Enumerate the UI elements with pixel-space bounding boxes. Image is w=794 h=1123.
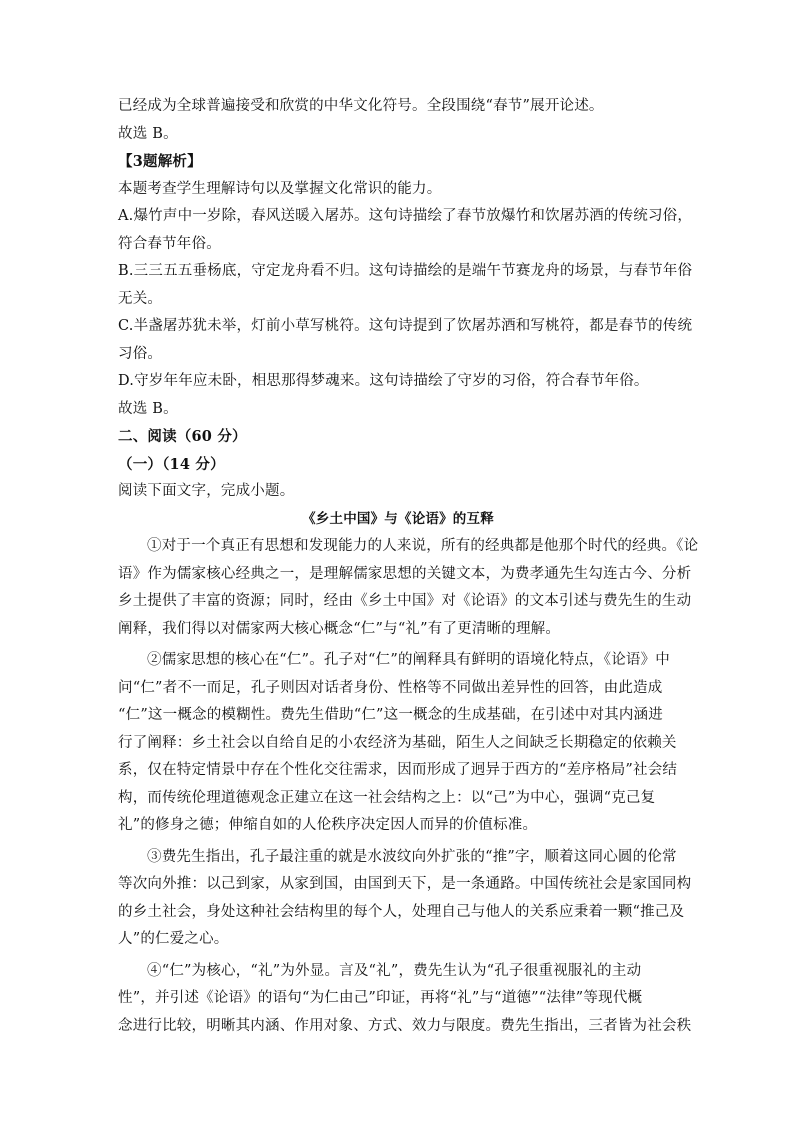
q3-intro: 本题考查学生理解诗句以及掌握文化常识的能力。 xyxy=(118,180,442,197)
paragraph-1-line: 阐释，我们得以对儒家两大核心概念“仁”与“礼”有了更清晰的理解。 xyxy=(118,620,561,637)
q3-option-a: A.爆竹声中一岁除，春风送暖入屠苏。这句诗描绘了春节放爆竹和饮屠苏酒的传统习俗， xyxy=(118,208,693,224)
paragraph-2-line: ②儒家思想的核心在“仁”。孔子对“仁”的阐释具有鲜明的语境化特点，《论语》中 xyxy=(147,652,670,668)
paragraph-2-line: 系，仅在特定情景中存在个性化交往需求，因而形成了迥异于西方的“差序格局”社会结 xyxy=(118,762,678,778)
document-page xyxy=(118,93,699,1040)
q3-option-d: D.守岁年年应未卧，相思那得梦魂来。这句诗描绘了守岁的习俗，符合春节年俗。 xyxy=(118,373,649,389)
paragraph-3-line: ③费先生指出，孔子最注重的就是水波纹向外扩张的“推”字，顺着这同心圆的伦常 xyxy=(147,848,677,865)
paragraph-2-line: 构，而传统伦理道德观念正建立在这一社会结构之上：以“己”为中心，强调“克己复 xyxy=(118,789,656,806)
paragraph-1-line: ①对于一个真正有思想和发现能力的人来说，所有的经典都是他那个时代的经典。《论 xyxy=(147,538,699,554)
paragraph-2-line: 行了阐释：乡土社会以自给自足的小农经济为基础，陌生人之间缺乏长期稳定的依赖关 xyxy=(118,734,677,751)
q3-analysis-heading: 【3题解析】 xyxy=(118,153,202,170)
q3-option-b: B.三三五五垂杨底，守定龙舟看不归。这句诗描绘的是端午节赛龙舟的场景，与春节年俗 xyxy=(118,263,693,279)
paragraph-1-line: 语》作为儒家核心经典之一，是理解儒家思想的关键文本，为费孝通先生勾连古今、分析 xyxy=(118,565,692,582)
reading-instruction: 阅读下面文字，完成小题。 xyxy=(118,483,295,499)
paragraph-3-line: 等次向外推：以己到家，从家到国，由国到天下，是一条通路。中国传统社会是家国同构 xyxy=(118,876,692,892)
q3-option-b-cont: 无关。 xyxy=(118,290,163,307)
previous-answer-text: 已经成为全球普遍接受和欣赏的中华文化符号。全段围绕“春节”展开论述。 xyxy=(118,98,604,114)
q3-option-a-cont: 符合春节年俗。 xyxy=(118,235,221,252)
paragraph-4-line: ④“仁”为核心，“礼”为外显。言及“礼”，费先生认为“孔子很重视服礼的主动 xyxy=(147,962,642,979)
q3-option-c-cont: 习俗。 xyxy=(118,345,163,362)
paragraph-2-line: 礼”的修身之德；伸缩自如的人伦秩序决定因人而异的价值标准。 xyxy=(118,817,538,833)
q3-option-c: C.半盏屠苏犹未举，灯前小草写桃符。这句诗提到了饮屠苏酒和写桃符，都是春节的传统 xyxy=(118,318,693,334)
paragraph-4-line: 性”，并引述《论语》的语句“为仁由己”印证，再将“礼”与“道德”“法律”等现代概 xyxy=(118,990,643,1006)
subsection-heading: （一）（14 分） xyxy=(118,455,225,473)
paragraph-4-line: 念进行比较，明晰其内涵、作用对象、方式、效力与限度。费先生指出，三者皆为社会秩 xyxy=(118,1017,692,1034)
paragraph-2-line: 问“仁”者不一而足，孔子则因对话者身份、性格等不同做出差异性的回答，由此造成 xyxy=(118,679,663,696)
paragraph-3-line: 人”的仁爱之心。 xyxy=(118,931,229,947)
q3-choice: 故选 B。 xyxy=(118,400,178,417)
previous-answer-choice: 故选 B。 xyxy=(118,125,178,142)
paragraph-2-line: “仁”这一概念的模糊性。费先生借助“仁”这一概念的生成基础，在引述中对其内涵进 xyxy=(118,707,663,723)
paragraph-1-line: 乡土提供了丰富的资源；同时，经由《乡土中国》对《论语》的文本引述与费先生的生动 xyxy=(118,593,692,609)
section-heading: 二、阅读（60 分） xyxy=(118,428,247,445)
paragraph-3-line: 的乡土社会，身处这种社会结构里的每个人，处理自己与他人的关系应秉着一颗“推己及 xyxy=(118,903,685,920)
article-title: 《乡土中国》与《论语》的互释 xyxy=(302,510,494,527)
